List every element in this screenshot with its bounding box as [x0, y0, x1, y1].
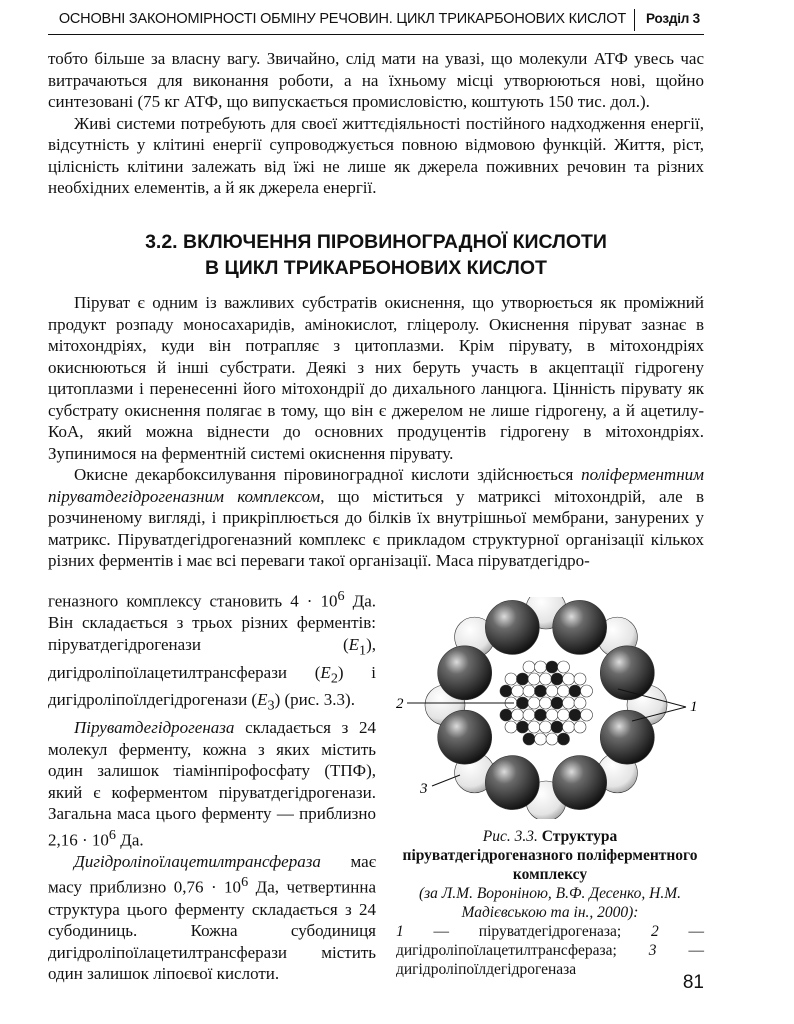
text-run: ), дигідроліпоїлацетилтрансферази (: [48, 634, 376, 682]
paragraph: Піруват є одним із важливих субстратів окиснення, що утворюється як проміжний продукт розпаду моносахаридів, амінокислот, гліцеролу. Окиснення піруват зазнає в мітохондріях, куди він потрапляє з цитоплазми. Крім пірувату, в мітохондріях окиснюються й інші субстрати. Деякі з них беруть участь в акцептації гідрогену цитоплазми і перенесенні його мітохондрії до дихального ланцюга. Цінність пірувату як субстрату окиснення полягає в тому, що він є джерелом не лише гідрогену, а й ацетилу-КоА, який можна віднести до основних продуцентів гідрогену в мітохондріях. Зупинимося на ферментній системі окиснення пірувату.: [48, 293, 704, 463]
e2-core-subunit: [569, 685, 581, 697]
e2-core-subunit: [500, 709, 512, 721]
emphasis: Дигідроліпоїлацетилтрансфераза: [74, 851, 321, 871]
e2-core-subunit: [535, 685, 547, 697]
paragraph: [48, 717, 376, 851]
body-text: [48, 292, 704, 572]
e2-core-subunit: [535, 661, 547, 673]
e2-core-subunit: [574, 721, 586, 733]
e2-core-subunit: [558, 685, 570, 697]
e2-core-subunit: [574, 673, 586, 685]
e2-core-subunit: [517, 721, 529, 733]
legend-number: 3: [648, 942, 657, 959]
page-number: 81: [682, 972, 704, 993]
figure-label: 3: [420, 781, 428, 797]
running-header: [48, 8, 704, 35]
e2-core-subunit: [528, 673, 540, 685]
paragraph: Живі системи потребують для своєї життєдіяльності постійного надходження енергії, відсутність у клітині енергії супроводжується повною відмовою функцій. Життя, ріст, цілісність клітини залежать від їжі не лише як джерела поживних речовин та різних необхідних елементів, а й як джерела енергії.: [48, 113, 704, 197]
e2-core-subunit: [512, 709, 524, 721]
emphasis: поліферментним піруватдегідрогеназним комплексом: [48, 465, 704, 506]
e2-core-subunit: [563, 697, 575, 709]
e2-core-subunit: [558, 661, 570, 673]
caption-title: [396, 827, 704, 884]
text-run: геназного комплексу становить 4 · 10: [48, 591, 338, 611]
e2-core-subunit: [512, 685, 524, 697]
exponent: 6: [108, 826, 116, 843]
text-run: має масу приблизно 0,76 · 10: [48, 851, 376, 898]
text-run: ) (рис. 3.3).: [274, 690, 355, 710]
e2-core-subunit: [569, 709, 581, 721]
section-heading: [48, 229, 704, 281]
text-run: Окисне декарбоксилування піровиноградної кислоти здійснюється: [74, 465, 582, 484]
e2-core-subunit: [558, 709, 570, 721]
e2-core-subunit: [546, 709, 558, 721]
text-run: ) і дигідроліпоїлдегідрогенази (: [48, 662, 376, 710]
subscript: 2: [330, 669, 338, 686]
e2-core-subunit: [535, 733, 547, 745]
complex-diagram: [396, 597, 704, 819]
e1-subunit: [485, 756, 539, 810]
text-run: , що міститься у матриксі мітохондрій, але в розчиненому вигляді, і прикріплюється до білків їх внутрішньої мембрани, занурених у матрикс. Піруватдегідрогеназний комплекс є прикладом структурної організації кількох різних ферментів і має всі переваги такої організації. Маса піруватдегідро-: [48, 486, 704, 570]
e2-core-subunit: [517, 673, 529, 685]
e2-core-subunit: [540, 697, 552, 709]
exponent: 6: [241, 874, 249, 891]
paragraph: [48, 851, 376, 985]
caption-title-text: Структура піруватдегідрогеназного поліферментного комплексу: [402, 828, 698, 883]
e2-core-subunit: [500, 685, 512, 697]
e2-core-subunit: [535, 709, 547, 721]
legend-text: — дигідроліпоїлдегідрогеназа: [396, 942, 704, 978]
e1-subunit: [553, 756, 607, 810]
e2-core-subunit: [551, 673, 563, 685]
e1-subunit: [438, 646, 492, 700]
text-run: Да, четвертинна структура цього ферменту складається з 24 субодиниць. Кожна субодиниця дигідроліпоїлацетилтрансферази містить один залишок ліпоєвої кислоти.: [48, 878, 376, 984]
emphasis: Піруватдегідрогеназа: [74, 718, 235, 738]
heading-line: В ЦИКЛ ТРИКАРБОНОВИХ КИСЛОТ: [205, 257, 547, 279]
legend-number: 1: [396, 923, 404, 940]
e2-core-subunit: [517, 697, 529, 709]
running-title: ОСНОВНІ ЗАКОНОМІРНОСТІ ОБМІНУ РЕЧОВИН. ЦИКЛ ТРИКАРБОНОВИХ КИСЛОТ: [58, 11, 626, 27]
enzyme-symbol: E: [320, 662, 331, 682]
figure-label: 2: [396, 696, 404, 712]
figure-caption: [396, 827, 704, 979]
heading-line: 3.2. ВКЛЮЧЕННЯ ПІРОВИНОГРАДНОЇ КИСЛОТИ: [145, 231, 607, 253]
e2-core-subunit: [574, 697, 586, 709]
e2-core-subunit: [563, 721, 575, 733]
e2-core-subunit: [528, 697, 540, 709]
e1-subunit: [553, 600, 607, 654]
intro-text: [48, 48, 704, 199]
e2-core-subunit: [563, 673, 575, 685]
e1-subunit: [600, 710, 654, 764]
paragraph: тобто більше за власну вагу. Звичайно, слід мати на увазі, що молекули АТФ увесь час витрачаються для виконання роботи, а на їхньому місці утворюються нові, щойно синтезовані (75 кг АТФ, що випускається промисловістю, коштують 150 тис. дол.).: [48, 49, 704, 111]
caption-source: (за Л.М. Вороніною, В.Ф. Десенко, Н.М. Мадієвською та ін., 2000):: [418, 885, 682, 921]
e2-core-subunit: [540, 721, 552, 733]
subscript: 1: [359, 642, 367, 659]
subscript: 3: [267, 697, 275, 714]
e2-core-subunit: [551, 721, 563, 733]
legend-number: 2: [650, 923, 659, 940]
enzyme-symbol: E: [348, 634, 359, 654]
legend-text: — піруватдегідрогеназа;: [403, 923, 651, 940]
paragraph: [48, 464, 704, 572]
figure-label: 1: [690, 699, 698, 715]
e2-core-subunit: [546, 733, 558, 745]
e2-core-subunit: [523, 733, 535, 745]
body-text-narrow: [48, 586, 376, 985]
e2-core-subunit: [505, 721, 517, 733]
text-run: Да. Він складається з трьох різних ферментів: піруватдегідрогенази (: [48, 591, 376, 654]
e2-core-subunit: [581, 685, 593, 697]
legend-text: — дигідроліпоїлацетилтрансфераза;: [396, 923, 704, 959]
exponent: 6: [337, 588, 345, 604]
e2-core-subunit: [546, 685, 558, 697]
caption-legend: [396, 922, 704, 979]
paragraph: [48, 586, 376, 717]
e2-core-subunit: [523, 709, 535, 721]
e2-core-subunit: [558, 733, 570, 745]
e2-core-subunit: [540, 673, 552, 685]
e1-subunit: [438, 710, 492, 764]
text-run: Да.: [116, 830, 144, 850]
e2-core-subunit: [523, 661, 535, 673]
e2-core-subunit: [528, 721, 540, 733]
e2-core-subunit: [581, 709, 593, 721]
section-label: Розділ 3: [645, 11, 700, 26]
e2-core-subunit: [523, 685, 535, 697]
text-run: складається з 24 молекул ферменту, кожна з яких містить один залишок тіамінпірофосфату (ТПФ), який є коферментом піруватдегідрогенази. Загальна маса цього ферменту — приблизно 2,16 · 10: [48, 718, 376, 850]
e1-subunit: [485, 600, 539, 654]
e2-core-subunit: [551, 697, 563, 709]
complex-figure: [396, 597, 704, 819]
e2-core-subunit: [505, 673, 517, 685]
e2-core-subunit: [546, 661, 558, 673]
figure-number: Рис. 3.3.: [482, 828, 538, 845]
header-divider: [634, 9, 635, 31]
enzyme-symbol: E: [257, 690, 268, 710]
